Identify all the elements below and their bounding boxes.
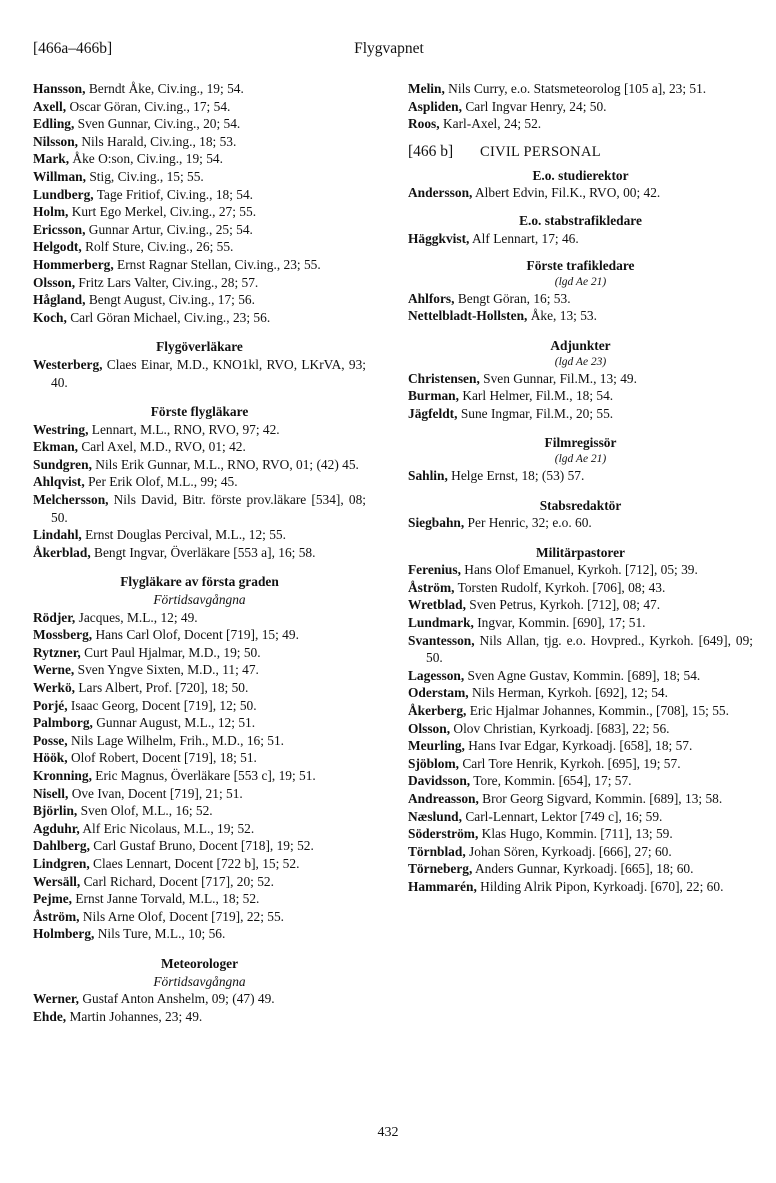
- person-details: Carl Ingvar Henry, 24; 50.: [461, 98, 607, 114]
- person-surname: Westring,: [33, 421, 89, 437]
- person-details: Nils Erik Gunnar, M.L., RNO, RVO, 01; (42) 45.: [91, 456, 359, 472]
- person-details: Sven Gunnar, Fil.M., 13; 49.: [479, 370, 637, 386]
- person-surname: Burman,: [408, 388, 459, 404]
- category-heading: E.o. stabstrafikledare: [519, 212, 642, 228]
- person-details: Oscar Göran, Civ.ing., 17; 54.: [66, 98, 231, 114]
- personnel-entry: [33, 990, 366, 1008]
- category-subheading: Förtidsavgångna: [153, 592, 246, 608]
- person-surname: Lindahl,: [33, 527, 82, 543]
- person-details: Albert Edvin, Fil.K., RVO, 00; 42.: [472, 185, 661, 201]
- person-details: Nils Allan, tjg. e.o. Hovpred., Kyrkoh. [649], 09; 50.: [426, 632, 753, 666]
- personnel-entry: [33, 291, 366, 309]
- personnel-entry: [33, 925, 366, 943]
- person-surname: Agduhr,: [33, 820, 80, 836]
- page-number: 432: [377, 1125, 399, 1140]
- person-surname: Werkö,: [33, 680, 76, 695]
- person-details: Sven Agne Gustav, Kommin. [689], 18; 54.: [464, 667, 701, 683]
- person-details: Bengt August, Civ.ing., 17; 56.: [85, 292, 255, 308]
- category-heading: E.o. studierektor: [532, 167, 629, 183]
- personnel-entry: [33, 256, 366, 274]
- person-surname: Holm,: [33, 204, 69, 220]
- person-surname: Lagesson,: [408, 667, 465, 683]
- spacer: [33, 391, 366, 403]
- personnel-entry: [408, 720, 753, 738]
- person-details: Karl-Axel, 24; 52.: [439, 116, 542, 132]
- person-details: Lennart, M.L., RNO, RVO, 97; 42.: [88, 421, 280, 437]
- person-surname: Wretblad,: [408, 597, 466, 613]
- person-details: Per Henric, 32; e.o. 60.: [464, 515, 592, 531]
- person-surname: Olsson,: [408, 720, 451, 736]
- person-details: Berndt Åke, Civ.ing., 19; 54.: [85, 81, 244, 96]
- personnel-entry: [33, 890, 366, 908]
- personnel-entry: [408, 808, 753, 826]
- person-surname: Næslund,: [408, 808, 462, 824]
- person-surname: Mark,: [33, 151, 70, 167]
- person-surname: Willman,: [33, 168, 86, 184]
- person-details: Bengt Göran, 16; 53.: [454, 290, 571, 306]
- person-surname: Posse,: [33, 732, 68, 748]
- person-details: Hans Olof Emanuel, Kyrkoh. [712], 05; 39.: [460, 562, 698, 578]
- person-details: Ernst Janne Torvald, M.L., 18; 52.: [72, 891, 260, 907]
- category-heading: Meteorologer: [160, 955, 239, 971]
- person-surname: Porjé,: [33, 697, 68, 713]
- personnel-entry: [33, 697, 366, 715]
- personnel-entry: [408, 561, 753, 579]
- page-header: [33, 40, 745, 64]
- personnel-entry: [33, 309, 366, 327]
- personnel-entry: [408, 667, 753, 685]
- personnel-entry: [33, 98, 366, 116]
- person-details: Tage Fritiof, Civ.ing., 18; 54.: [93, 186, 254, 202]
- personnel-entry: [408, 632, 753, 667]
- spacer: [408, 532, 753, 544]
- person-surname: Ehde,: [33, 1008, 67, 1024]
- person-surname: Roos,: [408, 116, 440, 132]
- person-details: Isaac Georg, Docent [719], 12; 50.: [67, 697, 257, 713]
- personnel-entry: [33, 837, 366, 855]
- person-surname: Häggkvist,: [408, 230, 470, 246]
- person-details: Anders Gunnar, Kyrkoadj. [665], 18; 60.: [472, 861, 694, 877]
- right-column: [408, 80, 753, 896]
- person-surname: Helgodt,: [33, 239, 82, 255]
- person-surname: Nilsson,: [33, 133, 79, 149]
- person-surname: Lindgren,: [33, 855, 90, 871]
- category-reference: (lgd Ae 21): [554, 275, 607, 288]
- personnel-entry: [408, 860, 753, 878]
- personnel-entry: [408, 825, 753, 843]
- person-details: Stig, Civ.ing., 15; 55.: [85, 168, 204, 184]
- person-surname: Åkerberg,: [408, 703, 467, 719]
- section-title: [408, 139, 753, 165]
- personnel-entry: [33, 473, 366, 491]
- personnel-entry: [408, 737, 753, 755]
- person-surname: Edling,: [33, 116, 75, 132]
- person-details: Johan Sören, Kyrkoadj. [666], 27; 60.: [465, 843, 672, 859]
- section-name: CIVIL PERSONAL: [480, 143, 601, 160]
- person-details: Karl Helmer, Fil.M., 18; 54.: [458, 388, 614, 404]
- personnel-entry: [408, 702, 753, 720]
- person-details: Tore, Kommin. [654], 17; 57.: [470, 773, 632, 789]
- person-surname: Rytzner,: [33, 644, 81, 660]
- person-surname: Melin,: [408, 81, 445, 96]
- person-surname: Olsson,: [33, 274, 76, 290]
- personnel-entry: [33, 767, 366, 785]
- spacer: [33, 326, 366, 338]
- personnel-entry: [33, 908, 366, 926]
- person-details: Åke O:son, Civ.ing., 19; 54.: [69, 151, 223, 167]
- personnel-entry: [33, 855, 366, 873]
- personnel-entry: [33, 609, 366, 627]
- personnel-entry: [33, 356, 366, 391]
- person-surname: Törnblad,: [408, 843, 466, 859]
- person-details: Sven Olof, M.L., 16; 52.: [77, 803, 213, 819]
- person-surname: Nisell,: [33, 785, 69, 801]
- person-surname: Siegbahn,: [408, 515, 465, 531]
- personnel-entry: [33, 421, 366, 439]
- personnel-entry: [408, 184, 753, 202]
- person-surname: Åström,: [33, 908, 80, 924]
- person-details: Rolf Sture, Civ.ing., 26; 55.: [81, 239, 234, 255]
- person-details: Carl Tore Henrik, Kyrkoh. [695], 19; 57.: [458, 755, 681, 771]
- person-details: Fritz Lars Valter, Civ.ing., 28; 57.: [75, 274, 259, 290]
- person-details: Hans Ivar Edgar, Kyrkoadj. [658], 18; 57.: [464, 738, 693, 754]
- person-surname: Björlin,: [33, 803, 78, 819]
- person-surname: Svantesson,: [408, 632, 475, 648]
- personnel-entry: [33, 186, 366, 204]
- person-surname: Holmberg,: [33, 926, 95, 942]
- personnel-entry: [33, 80, 366, 98]
- personnel-entry: [33, 785, 366, 803]
- personnel-entry: [33, 661, 366, 679]
- personnel-entry: [408, 370, 753, 388]
- category-heading: Förste trafikledare: [526, 258, 635, 274]
- person-details: Nils Arne Olof, Docent [719], 22; 55.: [79, 908, 285, 924]
- personnel-entry: [33, 203, 366, 221]
- person-details: Helge Ernst, 18; (53) 57.: [447, 467, 585, 483]
- personnel-entry: [33, 456, 366, 474]
- spacer: [33, 561, 366, 573]
- category-subheading: Förtidsavgångna: [153, 973, 246, 989]
- personnel-entry: [33, 820, 366, 838]
- person-details: Torsten Rudolf, Kyrkoh. [706], 08; 43.: [454, 579, 666, 595]
- personnel-entry: [33, 732, 366, 750]
- person-surname: Palmborg,: [33, 715, 93, 731]
- personnel-entry: [408, 514, 753, 532]
- person-details: Claes Einar, M.D., KNO1kl, RVO, LKrVA, 93; 40.: [51, 356, 366, 390]
- person-surname: Wersäll,: [33, 873, 81, 889]
- person-surname: Törneberg,: [408, 861, 473, 877]
- person-surname: Ericsson,: [33, 221, 86, 237]
- person-surname: Lundberg,: [33, 186, 94, 202]
- person-surname: Sjöblom,: [408, 755, 459, 771]
- person-surname: Dahlberg,: [33, 838, 90, 854]
- person-surname: Sahlin,: [408, 467, 448, 483]
- person-surname: Jägfeldt,: [408, 405, 458, 421]
- person-surname: Hammarén,: [408, 878, 477, 894]
- person-surname: Pejme,: [33, 891, 73, 907]
- person-details: Gunnar Artur, Civ.ing., 25; 54.: [85, 221, 253, 237]
- personnel-entry: [408, 843, 753, 861]
- spacer: [408, 325, 753, 337]
- person-surname: Melchersson,: [33, 492, 109, 508]
- person-surname: Koch,: [33, 309, 67, 325]
- personnel-entry: [408, 878, 753, 896]
- personnel-entry: [33, 238, 366, 256]
- person-details: Bengt Ingvar, Överläkare [553 a], 16; 58.: [90, 544, 316, 560]
- person-details: Nils David, Bitr. förste prov.läkare [534], 08; 50.: [51, 492, 366, 525]
- personnel-entry: [408, 230, 753, 248]
- person-details: Gustaf Anton Anshelm, 09; (47) 49.: [79, 991, 275, 1007]
- person-details: Åke, 13; 53.: [527, 308, 597, 324]
- personnel-entry: [33, 274, 366, 292]
- personnel-entry: [33, 873, 366, 891]
- person-surname: Andreasson,: [408, 791, 479, 806]
- person-details: Olov Christian, Kyrkoadj. [683], 22; 56.: [450, 720, 670, 736]
- page-title: Flygvapnet: [354, 40, 424, 57]
- person-details: Bror Georg Sigvard, Kommin. [689], 13; 58.: [478, 791, 723, 806]
- person-details: Eric Hjalmar Johannes, Kommin., [708], 15; 55.: [466, 703, 729, 719]
- personnel-entry: [408, 614, 753, 632]
- person-details: Sven Gunnar, Civ.ing., 20; 54.: [74, 116, 241, 132]
- personnel-entry: [33, 115, 366, 133]
- person-details: Nils Herman, Kyrkoh. [692], 12; 54.: [468, 685, 668, 701]
- person-surname: Hågland,: [33, 292, 86, 308]
- personnel-entry: [408, 596, 753, 614]
- person-surname: Hansson,: [33, 81, 86, 96]
- category-heading: Flygläkare av första graden: [120, 574, 279, 590]
- person-surname: Ahlfors,: [408, 290, 455, 306]
- section-reference: [466a–466b]: [33, 40, 113, 57]
- spacer: [408, 422, 753, 434]
- person-details: Kurt Ego Merkel, Civ.ing., 27; 55.: [68, 204, 257, 220]
- person-details: Sune Ingmar, Fil.M., 20; 55.: [457, 405, 614, 421]
- person-details: Alf Lennart, 17; 46.: [469, 230, 579, 246]
- personnel-entry: [33, 1008, 366, 1026]
- personnel-entry: [33, 679, 366, 697]
- spacer: [408, 202, 753, 212]
- personnel-entry: [408, 307, 753, 325]
- person-surname: Westerberg,: [33, 356, 103, 372]
- person-surname: Lundmark,: [408, 615, 474, 631]
- personnel-entry: [33, 438, 366, 456]
- person-surname: Rödjer,: [33, 609, 76, 625]
- person-details: Carl Axel, M.D., RVO, 01; 42.: [78, 439, 246, 455]
- person-surname: Åström,: [408, 579, 455, 595]
- personnel-entry: [408, 467, 753, 485]
- person-details: Carl Richard, Docent [717], 20; 52.: [80, 873, 274, 889]
- person-details: Olof Robert, Docent [719], 18; 51.: [67, 750, 257, 766]
- person-surname: Werner,: [33, 991, 79, 1007]
- category-heading: Flygöverläkare: [156, 339, 243, 355]
- person-details: Claes Lennart, Docent [722 b], 15; 52.: [89, 855, 300, 871]
- person-details: Ernst Douglas Percival, M.L., 12; 55.: [81, 527, 286, 543]
- personnel-entry: [408, 290, 753, 308]
- spacer: [408, 247, 753, 257]
- person-details: Per Erik Olof, M.L., 99; 45.: [84, 474, 238, 490]
- person-details: Carl Göran Michael, Civ.ing., 23; 56.: [66, 309, 271, 325]
- category-heading: Stabsredaktör: [539, 497, 622, 513]
- person-details: Hilding Alrik Pipon, Kyrkoadj. [670], 22; 60.: [476, 878, 724, 894]
- person-details: Alf Eric Nicolaus, M.L., 19; 52.: [79, 820, 255, 836]
- person-details: Ernst Ragnar Stellan, Civ.ing., 23; 55.: [113, 256, 321, 272]
- person-surname: Höök,: [33, 750, 68, 766]
- person-details: Klas Hugo, Kommin. [711], 13; 59.: [478, 826, 673, 842]
- personnel-entry: [408, 98, 753, 116]
- person-details: Ingvar, Kommin. [690], 17; 51.: [473, 615, 646, 631]
- person-details: Nils Ture, M.L., 10; 56.: [94, 926, 226, 942]
- category-heading: Adjunkter: [550, 337, 611, 353]
- person-details: Ove Ivan, Docent [719], 21; 51.: [68, 785, 243, 801]
- spacer: [408, 485, 753, 497]
- person-details: Carl-Lennart, Lektor [749 c], 16; 59.: [461, 808, 663, 824]
- person-surname: Axell,: [33, 98, 67, 114]
- personnel-entry: [33, 626, 366, 644]
- personnel-entry: [33, 133, 366, 151]
- person-surname: Andersson,: [408, 185, 473, 201]
- category-heading: Filmregissör: [544, 435, 617, 451]
- person-surname: Kronning,: [33, 767, 92, 783]
- personnel-entry: [408, 405, 753, 423]
- person-details: Nils Lage Wilhelm, Frih., M.D., 16; 51.: [67, 732, 285, 748]
- section-number: [466 b]: [408, 142, 454, 160]
- personnel-entry: [408, 684, 753, 702]
- person-surname: Nettelbladt-Hollsten,: [408, 308, 528, 324]
- personnel-entry: [33, 526, 366, 544]
- left-column: [33, 80, 366, 1025]
- person-surname: Ahlqvist,: [33, 474, 85, 490]
- person-details: Gunnar August, M.L., 12; 51.: [92, 715, 256, 731]
- person-surname: Werne,: [33, 662, 75, 678]
- person-surname: Åkerblad,: [33, 544, 91, 560]
- person-details: Sven Petrus, Kyrkoh. [712], 08; 47.: [465, 597, 661, 613]
- personnel-entry: [33, 749, 366, 767]
- personnel-entry: [33, 644, 366, 662]
- person-surname: Ferenius,: [408, 562, 461, 578]
- personnel-entry: [33, 491, 366, 526]
- person-details: Sven Yngve Sixten, M.D., 11; 47.: [74, 662, 259, 678]
- personnel-entry: [33, 221, 366, 239]
- personnel-entry: [408, 80, 753, 98]
- person-surname: Oderstam,: [408, 685, 469, 701]
- person-details: Lars Albert, Prof. [720], 18; 50.: [75, 680, 249, 695]
- person-surname: Söderström,: [408, 826, 479, 842]
- person-surname: Hommerberg,: [33, 256, 114, 272]
- person-surname: Davidsson,: [408, 773, 471, 789]
- person-details: Hans Carl Olof, Docent [719], 15; 49.: [92, 627, 299, 643]
- personnel-entry: [33, 714, 366, 732]
- personnel-entry: [408, 579, 753, 597]
- personnel-entry: [408, 755, 753, 773]
- person-details: Curt Paul Hjalmar, M.D., 19; 50.: [80, 644, 261, 660]
- person-details: Carl Gustaf Bruno, Docent [718], 19; 52.: [89, 838, 314, 854]
- category-reference: (lgd Ae 23): [554, 355, 607, 368]
- category-heading: Förste flygläkare: [150, 404, 249, 420]
- personnel-entry: [408, 115, 753, 133]
- person-surname: Aspliden,: [408, 98, 462, 114]
- personnel-entry: [33, 544, 366, 562]
- personnel-entry: [33, 168, 366, 186]
- person-surname: Mossberg,: [33, 627, 93, 643]
- person-details: Martin Johannes, 23; 49.: [66, 1008, 203, 1024]
- person-surname: Sundgren,: [33, 456, 92, 472]
- personnel-entry: [33, 150, 366, 168]
- personnel-entry: [408, 790, 753, 808]
- person-details: Jacques, M.L., 12; 49.: [75, 609, 198, 625]
- person-surname: Christensen,: [408, 370, 480, 386]
- person-surname: Meurling,: [408, 738, 465, 754]
- person-details: Nils Curry, e.o. Statsmeteorolog [105 a], 23; 51.: [444, 81, 707, 96]
- person-surname: Ekman,: [33, 439, 79, 455]
- personnel-entry: [33, 802, 366, 820]
- personnel-entry: [408, 387, 753, 405]
- person-details: Eric Magnus, Överläkare [553 c], 19; 51.: [91, 767, 316, 783]
- person-details: Nils Harald, Civ.ing., 18; 53.: [78, 133, 237, 149]
- spacer: [33, 943, 366, 955]
- category-heading: Militärpastorer: [536, 544, 625, 560]
- personnel-entry: [408, 772, 753, 790]
- category-reference: (lgd Ae 21): [554, 452, 607, 465]
